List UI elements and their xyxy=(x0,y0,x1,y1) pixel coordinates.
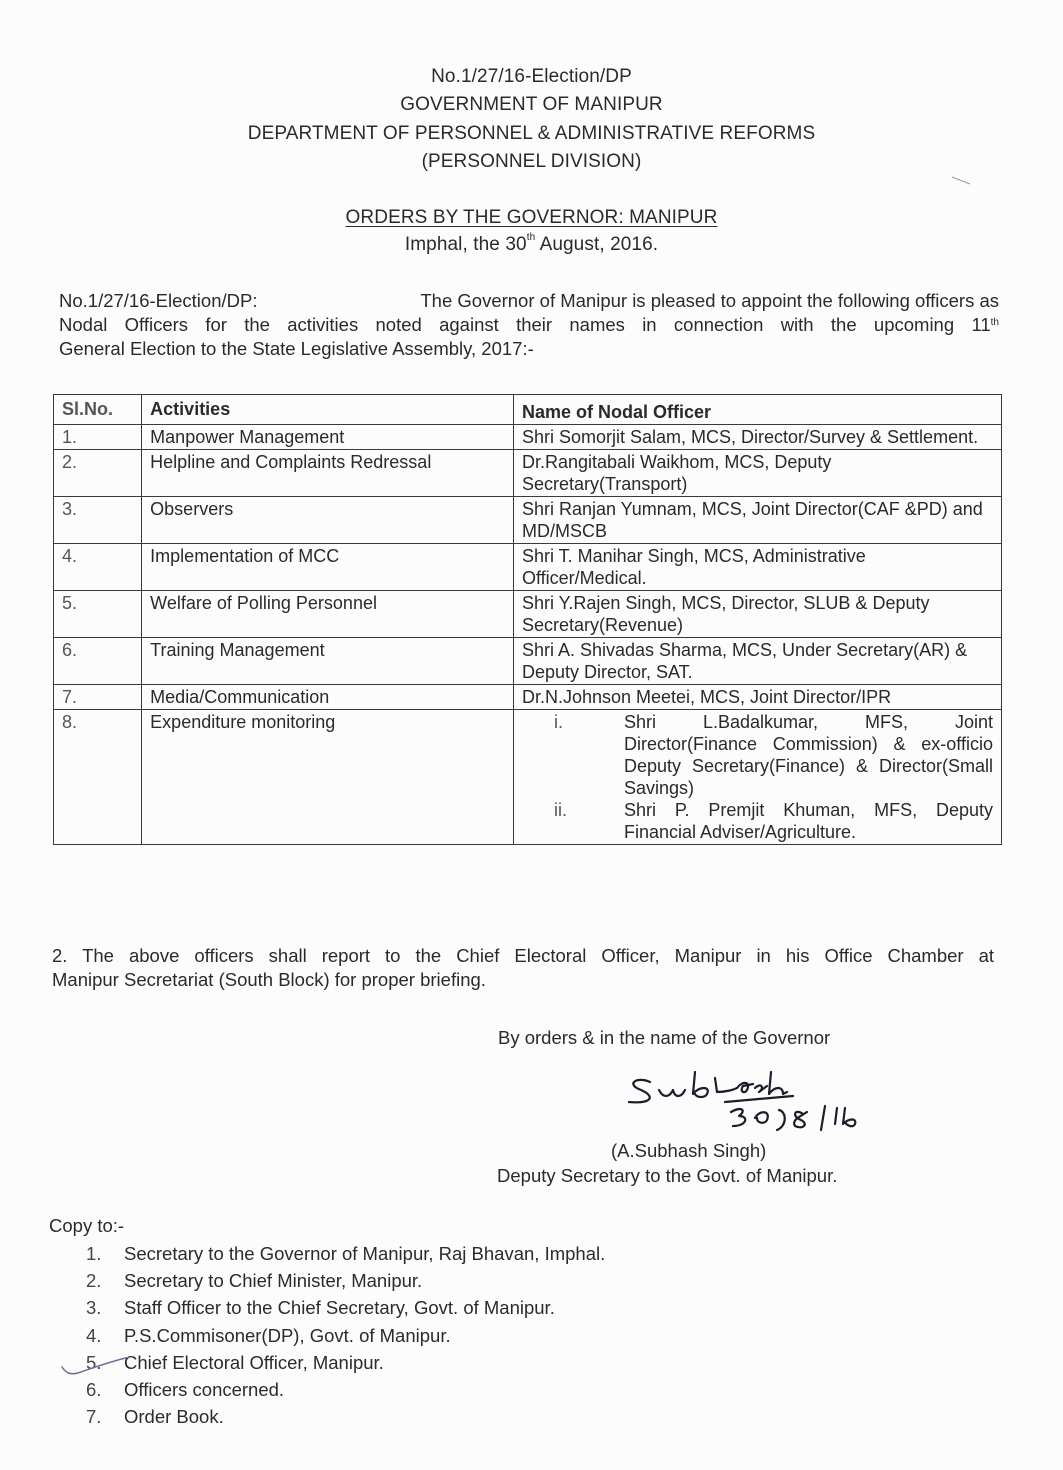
signatory-name: (A.Subhash Singh) xyxy=(611,1140,767,1161)
row-activity: Observers xyxy=(142,497,514,544)
intro-ref: No.1/27/16-Election/DP: xyxy=(59,290,258,311)
copy-item-text: Chief Electoral Officer, Manipur. xyxy=(124,1351,384,1373)
copy-to-label: Copy to:- xyxy=(49,1215,125,1236)
row-activity: Media/Communication xyxy=(142,685,514,710)
row-officer: Shri T. Manihar Singh, MCS, Administrative Officer/Medical. xyxy=(513,544,1001,591)
para2-line-1: 2. The above officers shall report to the Chief Electoral Officer, Manipur in his Office Chamber at xyxy=(52,945,994,966)
row-number: 7. xyxy=(54,685,142,710)
header-sl-no: Sl.No. xyxy=(54,395,142,425)
nodal-officers-table xyxy=(53,394,1002,845)
copy-to-item xyxy=(86,1294,605,1321)
intro-line-3: General Election to the State Legislative Assembly, 2017:- xyxy=(59,338,534,359)
intro-line-1 xyxy=(59,289,999,313)
row-officer: Shri Ranjan Yumnam, MCS, Joint Director(CAF &PD) and MD/MSCB xyxy=(513,497,1001,544)
intro-text-1: The Governor of Manipur is pleased to appoint the following officers as xyxy=(420,290,999,311)
sub-officer-text: Shri L.Badalkumar, MFS, Joint Director(Finance Commission) & ex-officio Deputy Secretary(Finance) & Director(Small Savings) xyxy=(623,712,993,798)
signatory-designation: Deputy Secretary to the Govt. of Manipur. xyxy=(497,1165,838,1186)
copy-item-text: Officers concerned. xyxy=(124,1378,285,1400)
copy-item-number: 5. xyxy=(86,1351,102,1373)
row-activity: Expenditure monitoring xyxy=(142,710,514,845)
paragraph-2 xyxy=(52,944,994,992)
row-officer: Dr.N.Johnson Meetei, MCS, Joint Director/IPR xyxy=(513,685,1001,710)
row-activity: Manpower Management xyxy=(142,425,514,450)
date-prefix: Imphal, the 30 xyxy=(404,234,527,255)
para2-line-2: Manipur Secretariat (South Block) for proper briefing. xyxy=(52,969,486,990)
date-suffix: August, 2016. xyxy=(535,234,659,255)
copy-to-item xyxy=(86,1376,605,1403)
intro-text-2: Nodal Officers for the activities noted against their names in connection with the upcoming 11 xyxy=(59,314,991,335)
intro-line-2 xyxy=(59,313,999,337)
row-activity: Helpline and Complaints Redressal xyxy=(142,450,514,497)
sub-officer xyxy=(514,711,993,799)
copy-item-text: Order Book. xyxy=(124,1406,224,1428)
intro-sup: th xyxy=(990,317,999,328)
sub-officer-number: ii. xyxy=(553,800,567,820)
table-row xyxy=(54,685,1002,710)
row-number: 1. xyxy=(54,425,142,450)
file-number: No.1/27/16-Election/DP xyxy=(431,66,632,87)
copy-to-item xyxy=(86,1267,605,1294)
orders-title xyxy=(0,207,1063,229)
row-number: 3. xyxy=(54,497,142,544)
table-row xyxy=(54,497,1002,544)
copy-to-list xyxy=(86,1240,605,1430)
row-officer: Dr.Rangitabali Waikhom, MCS, Deputy Secretary(Transport) xyxy=(513,450,1001,497)
sub-officer-text: Shri P. Premjit Khuman, MFS, Deputy Financial Adviser/Agriculture. xyxy=(623,800,993,842)
copy-item-text: Secretary to Chief Minister, Manipur. xyxy=(124,1270,423,1292)
row-activity: Training Management xyxy=(142,638,514,685)
table-row xyxy=(54,638,1002,685)
orders-title-text: ORDERS BY THE GOVERNOR: MANIPUR xyxy=(345,207,718,228)
row-number: 4. xyxy=(54,544,142,591)
table-row xyxy=(54,710,1002,845)
row-officer: Shri A. Shivadas Sharma, MCS, Under Secretary(AR) & Deputy Director, SAT. xyxy=(513,638,1001,685)
government-name: GOVERNMENT OF MANIPUR xyxy=(400,94,663,115)
row-officer: Shri Somorjit Salam, MCS, Director/Survey & Settlement. xyxy=(513,425,1001,450)
copy-item-text: Secretary to the Governor of Manipur, Raj Bhavan, Imphal. xyxy=(124,1243,606,1264)
table-row xyxy=(54,544,1002,591)
row-number: 6. xyxy=(54,638,142,685)
copy-item-number: 7. xyxy=(86,1406,102,1428)
copy-item-text: P.S.Commisoner(DP), Govt. of Manipur. xyxy=(124,1324,451,1346)
row-officer: Shri Y.Rajen Singh, MCS, Director, SLUB & Deputy Secretary(Revenue) xyxy=(513,591,1001,638)
scan-mark xyxy=(950,175,980,187)
table-row xyxy=(54,425,1002,450)
copy-to-item xyxy=(86,1403,605,1430)
copy-to-item xyxy=(86,1349,605,1376)
row-activity: Welfare of Polling Personnel xyxy=(142,591,514,638)
table-header-row xyxy=(54,395,1002,425)
header-activities: Activities xyxy=(142,395,514,425)
copy-item-text: Staff Officer to the Chief Secretary, Govt. of Manipur. xyxy=(124,1297,555,1319)
copy-to-item xyxy=(86,1322,605,1349)
intro-paragraph xyxy=(59,289,999,361)
division-name: (PERSONNEL DIVISION) xyxy=(421,151,642,172)
date-sup: th xyxy=(526,232,536,243)
row-number: 8. xyxy=(54,710,142,845)
handwritten-signature xyxy=(615,1068,955,1148)
row-number: 5. xyxy=(54,591,142,638)
header-officer: Name of Nodal Officer xyxy=(513,395,1001,425)
by-orders-text: By orders & in the name of the Governor xyxy=(498,1027,831,1048)
copy-item-number: 1. xyxy=(86,1243,102,1264)
department-name: DEPARTMENT OF PERSONNEL & ADMINISTRATIVE REFORMS xyxy=(247,123,816,144)
row-activity: Implementation of MCC xyxy=(142,544,514,591)
sub-officer xyxy=(514,799,993,843)
copy-item-number: 2. xyxy=(86,1270,102,1292)
order-date xyxy=(0,234,1063,256)
table-row xyxy=(54,591,1002,638)
checkmark-icon xyxy=(60,1357,140,1387)
row-officer xyxy=(513,710,1001,845)
copy-to-item xyxy=(86,1240,605,1267)
sub-officer-number: i. xyxy=(553,712,563,732)
copy-item-number: 4. xyxy=(86,1324,102,1346)
table-row xyxy=(54,450,1002,497)
copy-item-number: 3. xyxy=(86,1297,102,1319)
row-number: 2. xyxy=(54,450,142,497)
copy-item-number: 6. xyxy=(86,1378,102,1400)
